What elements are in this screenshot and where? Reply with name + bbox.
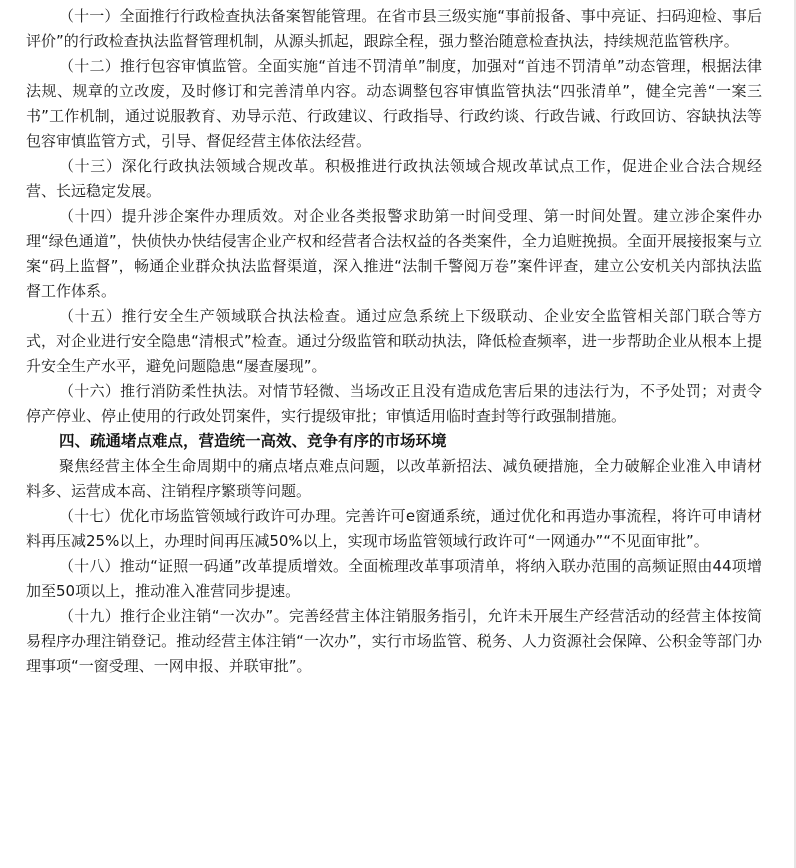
paragraph-18: （十八）推动“证照一码通”改革提质增效。全面梳理改革事项清单，将纳入联办范围的高频证照由44项增加至50项以上，推动准入准营同步提速。 xyxy=(26,557,762,600)
paragraph-11: （十一）全面推行行政检查执法备案智能管理。在省市县三级实施“事前报备、事中亮证、扫码迎检、事后评价”的行政检查执法监督管理机制，从源头抓起，跟踪全程，强力整治随意检查执法，持续规范监管秩序。 xyxy=(26,7,762,50)
section-heading-4: 四、疏通堵点难点，营造统一高效、竞争有序的市场环境 xyxy=(59,432,447,450)
document-body xyxy=(26,4,762,679)
paragraph-13: （十三）深化行政执法领域合规改革。积极推进行政执法领域合规改革试点工作，促进企业合法合规经营、长远稳定发展。 xyxy=(26,157,762,200)
paragraph-17: （十七）优化市场监管领域行政许可办理。完善许可e窗通系统，通过优化和再造办事流程，将许可申请材料再压减25%以上，办理时间再压减50%以上，实现市场监管领域行政许可“一网通办”“不见面审批”。 xyxy=(26,507,762,550)
paragraph-12: （十二）推行包容审慎监管。全面实施“首违不罚清单”制度，加强对“首违不罚清单”动态管理，根据法律法规、规章的立改废，及时修订和完善清单内容。动态调整包容审慎监管执法“四张清单”，健全完善“一案三书”工作机制，通过说服教育、劝导示范、行政建议、行政指导、行政约谈、行政告诫、行政回访、容缺执法等包容审慎监管方式，引导、督促经营主体依法经营。 xyxy=(26,57,762,150)
paragraph-15: （十五）推行安全生产领域联合执法检查。通过应急系统上下级联动、企业安全监管相关部门联合等方式，对企业进行安全隐患“清根式”检查。通过分级监管和联动执法，降低检查频率，进一步帮助企业从根本上提升安全生产水平，避免问题隐患“屡查屡现”。 xyxy=(26,307,762,375)
paragraph-16: （十六）推行消防柔性执法。对情节轻微、当场改正且没有造成危害后果的违法行为，不予处罚；对责令停产停业、停止使用的行政处罚案件，实行提级审批；审慎适用临时查封等行政强制措施。 xyxy=(26,382,762,425)
paragraph-14: （十四）提升涉企案件办理质效。对企业各类报警求助第一时间受理、第一时间处置。建立涉企案件办理“绿色通道”，快侦快办快结侵害企业产权和经营者合法权益的各类案件，全力追赃挽损。全面开展接报案与立案“码上监督”，畅通企业群众执法监督渠道，深入推进“法制千警阅万卷”案件评查，建立公安机关内部执法监督工作体系。 xyxy=(26,207,762,300)
paragraph-19: （十九）推行企业注销“一次办”。完善经营主体注销服务指引，允许未开展生产经营活动的经营主体按简易程序办理注销登记。推动经营主体注销“一次办”，实行市场监管、税务、人力资源社会保障、公积金等部门办理事项“一窗受理、一网申报、并联审批”。 xyxy=(26,607,762,675)
section-intro-paragraph: 聚焦经营主体全生命周期中的痛点堵点难点问题，以改革新招法、减负硬措施，全力破解企业准入申请材料多、运营成本高、注销程序繁琐等问题。 xyxy=(26,457,762,500)
